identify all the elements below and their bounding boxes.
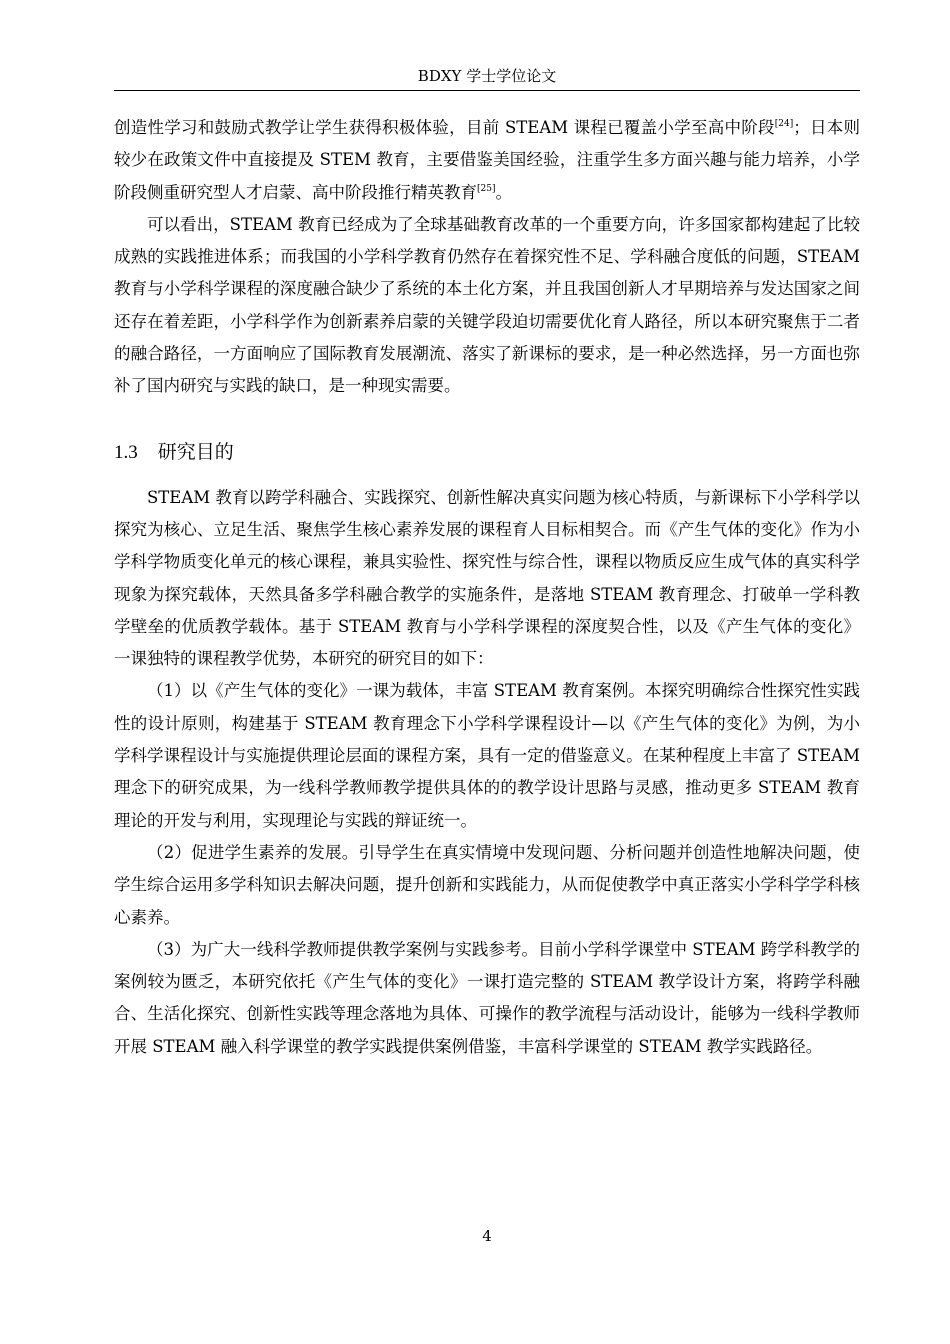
section-title: 研究目的 bbox=[157, 440, 234, 463]
page-body bbox=[114, 112, 860, 1063]
section-number: 1.3 bbox=[114, 441, 138, 463]
header-rule bbox=[114, 90, 860, 91]
page-number: 4 bbox=[482, 1227, 492, 1245]
citation-ref: [24] bbox=[774, 119, 794, 129]
section-heading bbox=[114, 437, 860, 468]
paragraph-continued: 创造性学习和鼓励式教学让学生获得积极体验，目前 STEAM 课程已覆盖小学至高中阶段[24]；日本则较少在政策文件中直接提及 STEM 教育，主要借鉴美国经验，注重学生多方面兴趣与能力培养，小学阶段侧重研究型人才启蒙、高中阶段推行精英教育[25]。 bbox=[114, 118, 861, 202]
list-paragraph: （3）为广大一线科学教师提供教学案例与实践参考。目前小学科学课堂中 STEAM 跨学科教学的案例较为匮乏，本研究依托《产生气体的变化》一课打造完整的 STEAM 教学设计方案，将跨学科融合、生活化探究、创新性实践等理念落地为具体、可操作的教学流程与活动设计，能够为一线科学教师开展 STEAM 融入科学课堂的教学实践提供案例借鉴，丰富科学课堂的 STEAM 教学实践路径。 bbox=[114, 939, 860, 1056]
list-paragraph: （2）促进学生素养的发展。引导学生在真实情境中发现问题、分析问题并创造性地解决问题，使学生综合运用多学科知识去解决问题，提升创新和实践能力，从而促使教学中真正落实小学科学学科核心素养。 bbox=[114, 842, 860, 927]
list-paragraph: （1）以《产生气体的变化》一课为载体，丰富 STEAM 教育案例。本探究明确综合性探究性实践性的设计原则，构建基于 STEAM 教育理念下小学科学课程设计—以《产生气体的变化》为例，为小学科学课程设计与实施提供理论层面的课程方案，具有一定的借鉴意义。在某种程度上丰富了 STEAM 理念下的研究成果，为一线科学教师教学提供具体的的教学设计思路与灵感，推动更多 STEAM 教育理论的开发与利用，实现理论与实践的辩证统一。 bbox=[114, 681, 860, 830]
paragraph: STEAM 教育以跨学科融合、实践探究、创新性解决真实问题为核心特质，与新课标下小学科学以探究为核心、立足生活、聚焦学生核心素养发展的课程育人目标相契合。而《产生气体的变化》作为小学科学物质变化单元的核心课程，兼具实验性、探究性与综合性，课程以物质反应生成气体的真实科学现象为探究载体，天然具备多学科融合教学的实施条件，是落地 STEAM 教育理念、打破单一学科教学壁垒的优质教学载体。基于 STEAM 教育与小学科学课程的深度契合性，以及《产生气体的变化》一课独特的课程教学优势，本研究的研究目的如下： bbox=[114, 487, 860, 669]
paragraph: 可以看出，STEAM 教育已经成为了全球基础教育改革的一个重要方向，许多国家都构建起了比较成熟的实践推进体系；而我国的小学科学教育仍然存在着探究性不足、学科融合度低的问题，STEAM 教育与小学科学课程的深度融合缺少了系统的本土化方案，并且我国创新人才早期培养与发达国家之间还存在着差距，小学科学作为创新素养启蒙的关键学段迫切需要优化育人路径，所以本研究聚焦于二者的融合路径，一方面响应了国际教育发展潮流、落实了新课标的要求，是一种必然选择，另一方面也弥补了国内研究与实践的缺口，是一种现实需要。 bbox=[114, 214, 860, 396]
citation-ref: [25] bbox=[477, 183, 496, 194]
running-header: BDXY 学士学位论文 bbox=[417, 67, 557, 85]
